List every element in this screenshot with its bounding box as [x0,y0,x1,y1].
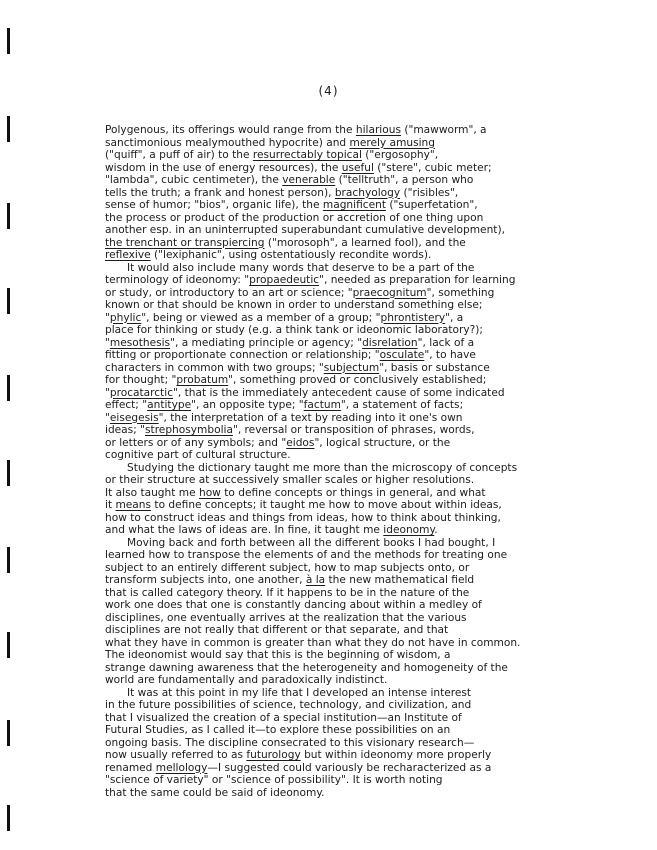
text-segment: disciplines, one eventually arrives at the realization that the various [105,611,467,624]
text-segment: that is called category theory. If it happens to be in the nature of the [105,586,470,599]
text-segment: "lambda", cubic centimeter), the [105,174,283,186]
text-segment: ("risibles", [400,186,459,199]
text-segment: transform subjects into, one another, [105,574,306,586]
text-segment: terminology of ideonomy: " [105,274,250,286]
text-segment: how to construct ideas and things from ideas, how to think about thinking, [105,511,501,524]
text-segment: effect; " [105,399,148,411]
text-segment: sanctimonious mealymouthed hypocrite) and [105,136,350,149]
underlined-term: brachyology [334,186,401,199]
binder-hole-mark [7,632,10,658]
text-line [105,287,605,300]
underlined-term: phrontistery [380,311,446,324]
text-segment: . [434,524,438,536]
text-segment: that I visualized the creation of a special institution—an Institute of [105,711,462,724]
text-segment: sense of humor; "bios", organic life), the [105,199,323,211]
text-line [105,774,605,787]
text-segment: ", the interpretation of a text by reading into it one's own [158,411,463,424]
binder-hole-mark [7,805,10,831]
text-line [105,437,605,450]
text-segment: ("morosoph", a learned fool), and the [264,236,466,249]
text-segment: Futural Studies, as I called it—to explore these possibilities on an [105,724,451,736]
text-segment: to define concepts; it taught me how to move about within ideas, [151,499,502,511]
text-segment: ", being or viewed as a member of a group; " [141,311,381,324]
text-segment: ("stere", cubic meter; [373,161,492,174]
text-line [105,162,605,175]
underlined-term: praecognitum [352,286,427,299]
text-segment: or their structure at successively smaller scales or higher resolutions. [105,474,475,486]
underlined-term: disrelation [362,336,418,349]
text-line [105,224,605,237]
text-segment: another esp. in an uninterrupted superabundant cumulative development), [105,224,505,236]
binder-hole-mark [7,288,10,314]
text-segment: ("telltruth", a person who [335,174,474,186]
text-segment: for thought; " [105,374,177,386]
underlined-term: resurrectably topical [252,149,362,161]
text-segment: ideas; " [105,424,146,436]
text-line [105,649,605,662]
text-segment: and what the laws of ideas are. In fine, it taught me [105,524,384,536]
text-line [105,749,605,762]
underlined-term: osculate [379,349,425,361]
text-segment: ", an opposite type; " [191,399,304,411]
underlined-term: mesothesis [109,336,171,349]
binder-hole-mark [7,547,10,573]
text-line [105,524,605,537]
underlined-term: reflexive [105,249,151,261]
binder-hole-mark [7,203,10,229]
text-segment: or letters or of any symbols; and " [105,436,287,449]
text-line [105,299,605,312]
text-segment: ", to have [424,349,476,361]
body-text [105,124,605,799]
binder-hole-mark [7,720,10,746]
text-line [105,149,605,162]
text-line [105,274,605,287]
text-segment: ("mawworm", a [400,124,487,136]
text-segment: or study, or introductory to an art or science; " [105,286,353,299]
underlined-term: mellology [155,761,208,774]
text-line [105,312,605,325]
text-segment: subject to an entirely different subject, how to map subjects onto, or [105,561,470,574]
text-segment: the new mathematical field [325,574,475,586]
text-segment: it [105,499,116,511]
underlined-term: merely amusing [349,136,436,149]
text-segment: cognitive part of cultural structure. [105,449,291,461]
text-segment: Moving back and forth between all the different books I had bought, I [127,536,496,549]
text-segment: what they have in common is greater than what they do not have in common. [105,636,521,649]
underlined-term: means [115,499,152,511]
underlined-term: the trenchant or transpiercing [105,236,265,249]
text-segment: in the future possibilities of science, technology, and civilization, and [105,699,472,711]
underlined-term: strephosymbolia [145,424,233,436]
text-line [105,449,605,462]
text-segment: learned how to transpose the elements of and the methods for treating one [105,549,508,561]
text-segment: renamed [105,761,156,774]
text-line [105,549,605,562]
text-segment: Studying the dictionary taught me more than the microscopy of concepts [127,461,518,474]
text-line [105,174,605,187]
text-line [105,462,605,475]
text-line [105,599,605,612]
text-segment: ", logical structure, or the [314,436,451,449]
text-line [105,237,605,250]
text-segment: world are fundamentally and paradoxically indistinct. [105,674,388,686]
text-line [105,512,605,525]
text-line [105,737,605,750]
text-line [105,374,605,387]
text-segment: ", reversal or transposition of phrases, words, [232,424,475,436]
text-line [105,587,605,600]
underlined-term: phylic [109,311,142,324]
text-segment: disciplines are not really that different or that separate, and that [105,624,449,636]
text-segment: " [105,311,110,324]
text-segment: The ideonomist would say that this is the beginning of wisdom, a [105,649,451,661]
underlined-term: antitype [147,399,192,411]
binder-hole-mark [7,116,10,142]
text-line [105,412,605,425]
text-segment: tells the truth; a frank and honest person), [105,186,335,199]
text-segment: ("ergosophy", [361,149,439,161]
underlined-term: eisegesis [109,411,159,424]
page-number: (4) [318,84,339,98]
underlined-term: procatarctic [109,386,174,399]
underlined-term: venerable [282,174,336,186]
text-segment: ", that is the immediately antecedent cause of some indicated [173,386,505,399]
text-segment: ", something [426,286,495,299]
text-line [105,362,605,375]
text-segment: the process or product of the production or accretion of one thing upon [105,211,484,224]
binder-hole-mark [7,28,10,54]
text-segment: It was at this point in my life that I developed an intense interest [127,686,472,699]
text-line [105,212,605,225]
text-segment: characters in common with two groups; " [105,361,324,374]
underlined-term: futurology [246,749,301,761]
text-line [105,487,605,500]
text-line [105,699,605,712]
text-segment: known or that should be known in order to understand something else; [105,299,483,311]
underlined-term: magnificent [322,199,386,211]
text-segment: It would also include many words that deserve to be a part of the [127,261,475,274]
text-segment: " [105,336,110,349]
text-segment: to define concepts or things in general, and what [220,486,486,499]
underlined-term: useful [341,161,374,174]
text-segment: " [105,386,110,399]
text-line [105,199,605,212]
text-segment: ongoing basis. The discipline consecrated to this visionary research— [105,736,475,749]
text-line [105,399,605,412]
text-line [105,137,605,150]
text-line [105,662,605,675]
underlined-term: probatum [176,374,229,386]
binder-hole-mark [7,460,10,486]
text-segment: ("quiff", a puff of air) to the [105,149,253,161]
text-line [105,124,605,137]
text-line [105,574,605,587]
text-segment: that the same could be said of ideonomy. [105,786,325,799]
text-line [105,499,605,512]
text-segment: ", a [445,311,464,324]
text-line [105,474,605,487]
text-line [105,724,605,737]
text-segment: ", a statement of facts; [340,399,464,411]
underlined-term: eidos [286,436,315,449]
text-segment: —I suggested could variously be recharacterized as a [207,761,492,774]
text-line [105,537,605,550]
text-line [105,674,605,687]
underlined-term: à la [305,574,326,586]
text-segment: ", needed as preparation for learning [319,274,516,286]
text-segment: It also taught me [105,486,199,499]
text-line [105,712,605,725]
text-segment: work one does that one is constantly dancing about within a medley of [105,599,482,611]
text-line [105,337,605,350]
text-line [105,787,605,800]
text-line [105,624,605,637]
text-segment: " [105,411,110,424]
text-line [105,249,605,262]
text-line [105,387,605,400]
underlined-term: factum [303,399,341,411]
text-segment: fitting or proportionate connection or relationship; " [105,349,380,361]
text-line [105,349,605,362]
underlined-term: subjectum [323,361,380,374]
text-segment: ", something proved or conclusively established; [228,374,487,386]
text-segment: "science of variety" or "science of possibility". It is worth noting [105,774,443,786]
text-segment: ("superfetation", [385,199,478,211]
text-line [105,424,605,437]
text-line [105,637,605,650]
text-segment: now usually referred to as [105,749,247,761]
underlined-term: ideonomy [383,524,435,536]
binder-hole-mark [7,375,10,401]
text-segment: ", basis or substance [379,361,490,374]
text-line [105,612,605,625]
text-line [105,762,605,775]
text-segment: place for thinking or study (e.g. a think tank or ideonomic laboratory?); [105,324,483,336]
text-line [105,562,605,575]
text-line [105,187,605,200]
text-segment: wisdom in the use of energy resources), the [105,161,342,174]
text-segment: ("lexiphanic", using ostentatiously recondite words). [150,249,432,261]
text-segment: ", a mediating principle or agency; " [170,336,363,349]
underlined-term: hilarious [355,124,401,136]
text-line [105,324,605,337]
text-segment: strange dawning awareness that the heterogeneity and homogeneity of the [105,661,508,674]
underlined-term: how [198,486,221,499]
text-line [105,687,605,700]
text-segment: ", lack of a [417,336,475,349]
underlined-term: propaedeutic [249,274,320,286]
text-segment: Polygenous, its offerings would range from the [105,124,356,136]
text-segment: but within ideonomy more properly [300,749,492,761]
text-line [105,262,605,275]
